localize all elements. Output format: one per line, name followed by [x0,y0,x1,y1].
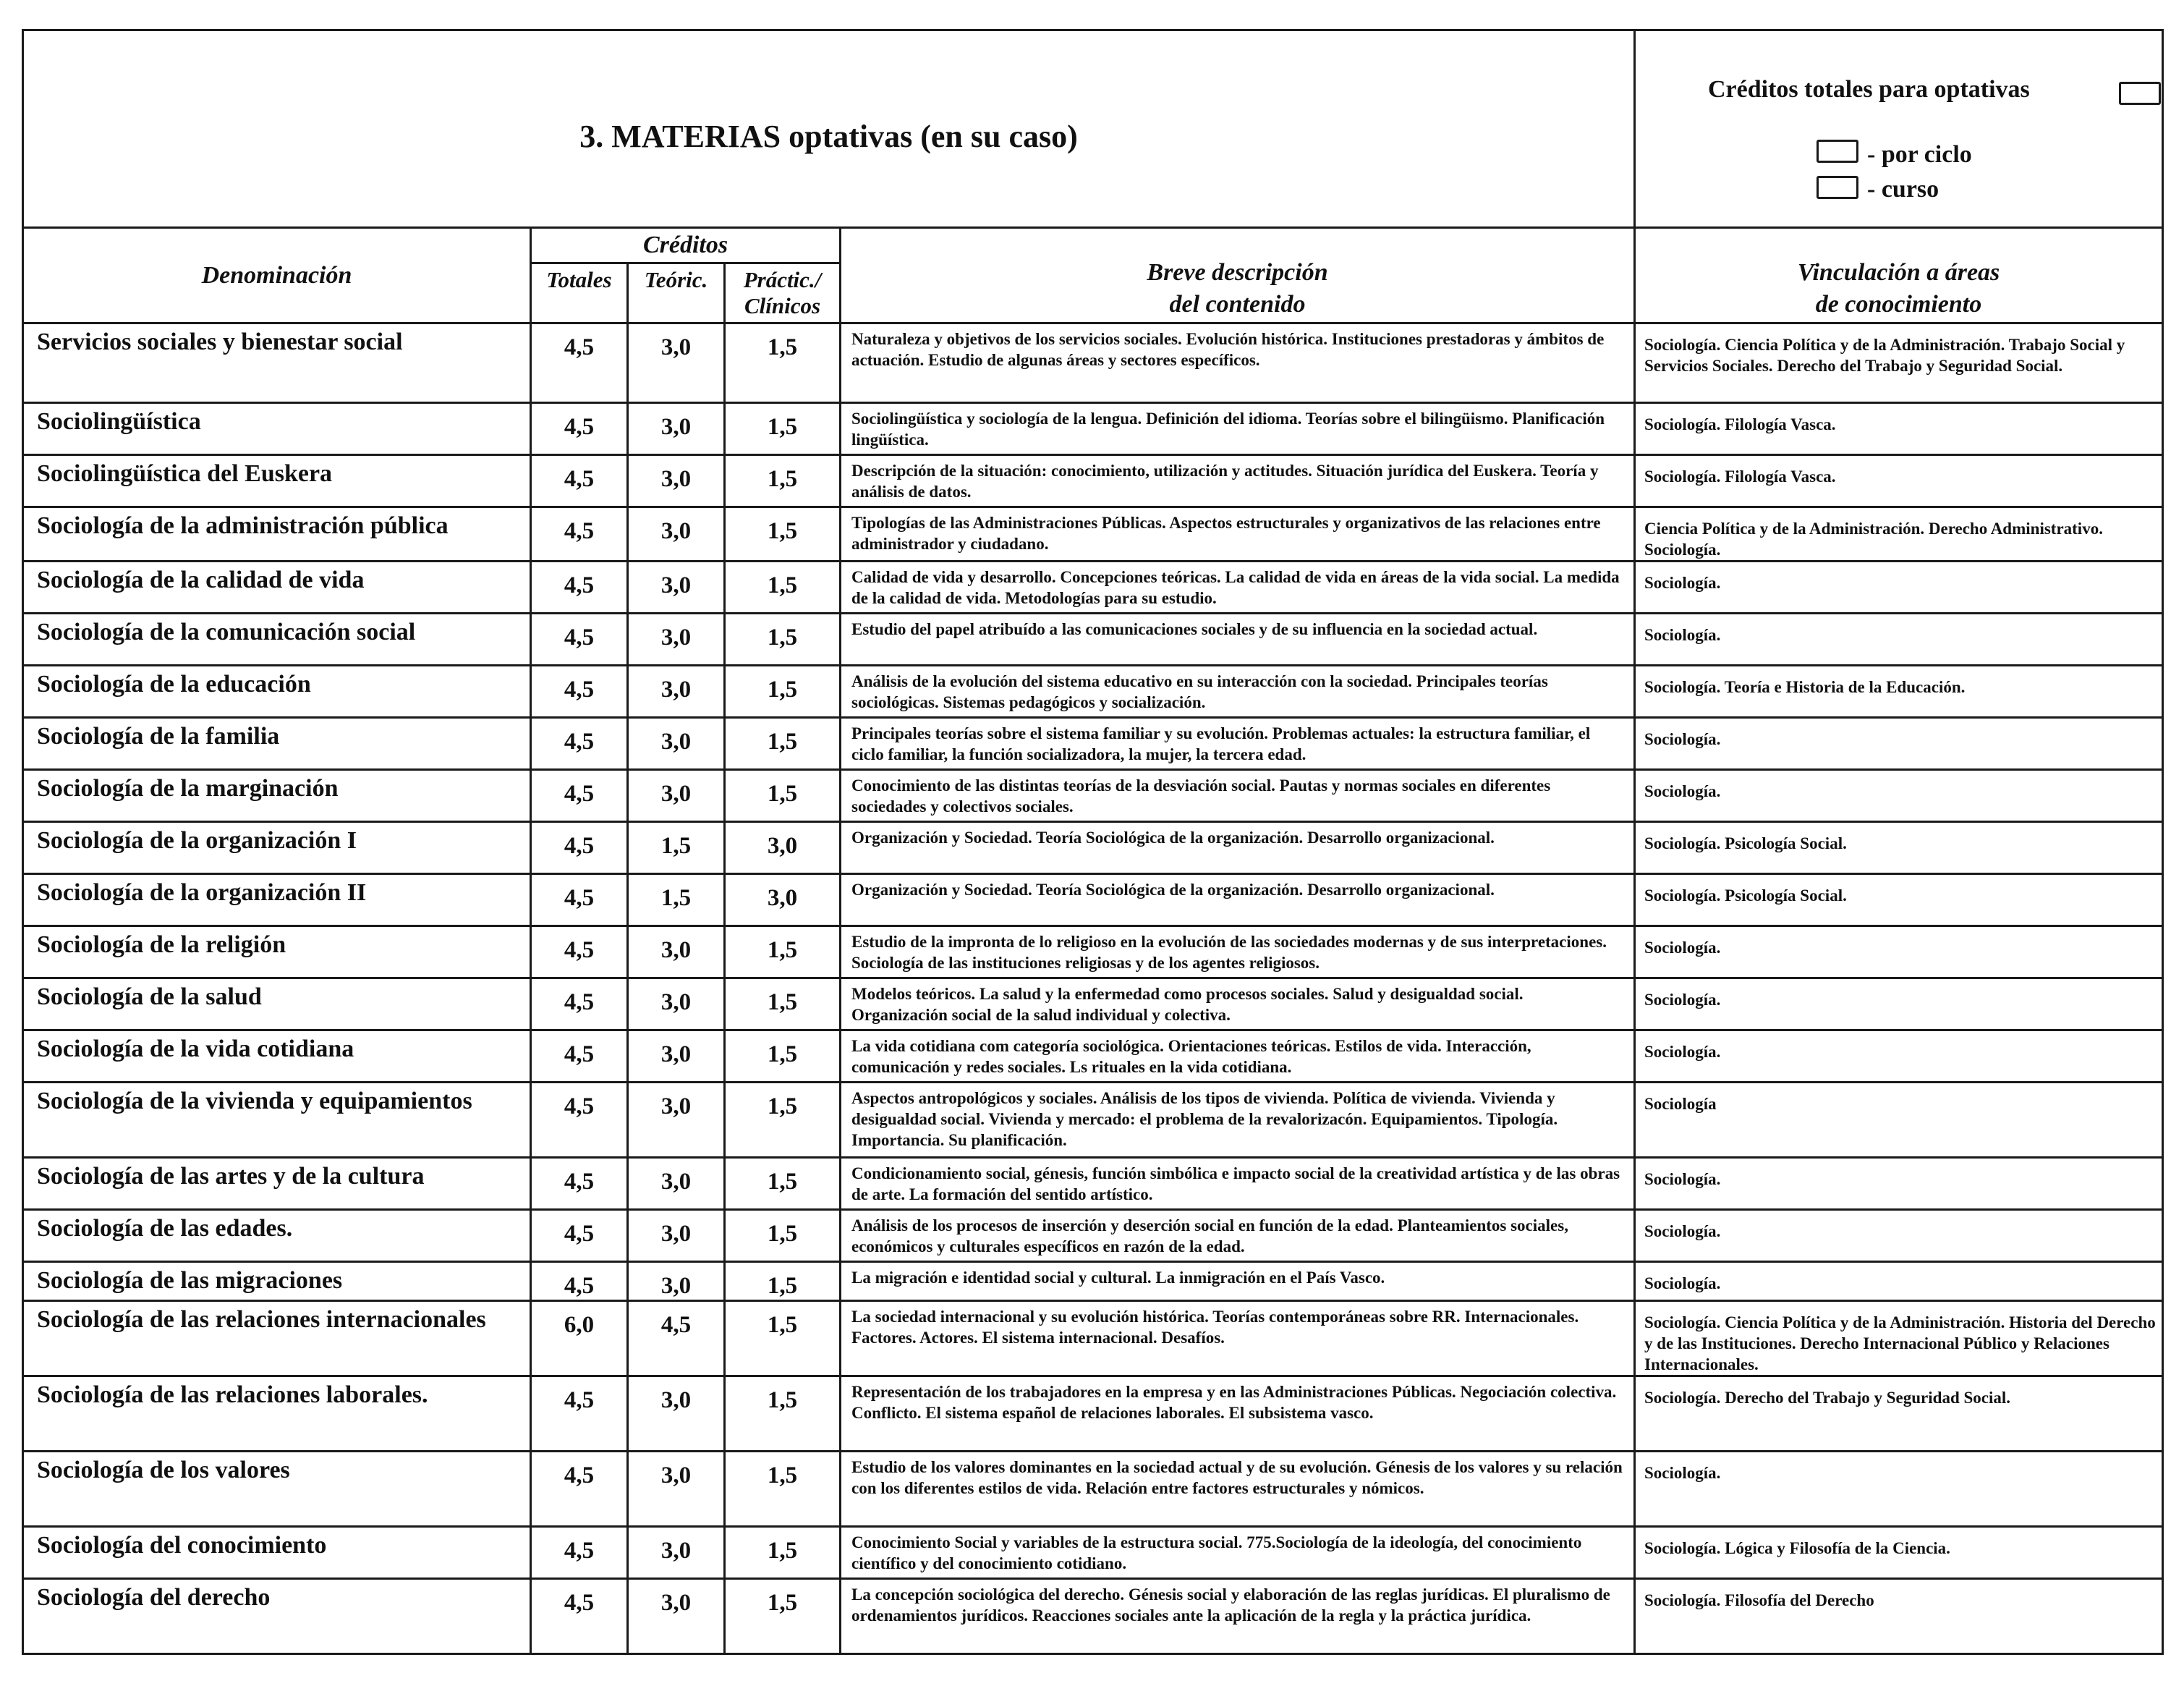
credits-practice-value: 1,5 [725,1210,841,1262]
credits-theory-value: 3,0 [628,926,725,978]
table-row [23,926,2163,978]
subject-knowledge-area: Sociología. [1635,978,2163,1030]
subject-knowledge-area: Sociología. Derecho del Trabajo y Seguridad Social. [1635,1376,2163,1452]
subject-description: Aspectos antropológicos y sociales. Análisis de los tipos de vivienda. Política de vivienda. Vivienda y desigualdad social. Vivienda y mercado: el problema de la revalorizacón. Equipamientos. Tipología. Importancia. Su planificación. [841,1083,1635,1158]
subject-name: Sociología de la administración pública [23,507,531,562]
subject-knowledge-area: Sociología. Ciencia Política y de la Administración. Trabajo Social y Servicios Sociales. Derecho del Trabajo y Seguridad Social. [1635,323,2163,403]
header-description: Breve descripción del contenido [841,228,1635,323]
subject-knowledge-area: Sociología. [1635,1262,2163,1301]
credits-theory-value: 3,0 [628,1262,725,1301]
credits-theory-value: 1,5 [628,874,725,926]
credits-theory-value: 3,0 [628,323,725,403]
table-row [23,562,2163,614]
subject-name: Sociología de los valores [23,1452,531,1527]
subject-knowledge-area: Sociología. [1635,1452,2163,1527]
per-course-box [1817,176,1858,199]
credits-total-value: 4,5 [531,403,628,455]
subject-knowledge-area: Ciencia Política y de la Administración. Derecho Administrativo. Sociología. [1635,507,2163,562]
subject-knowledge-area: Sociología. [1635,1158,2163,1210]
header-creditos: Créditos [531,228,841,263]
credits-practice-value: 1,5 [725,1452,841,1527]
subject-name: Sociología de las migraciones [23,1262,531,1301]
credits-practice-value: 1,5 [725,562,841,614]
subject-knowledge-area: Sociología. Psicología Social. [1635,874,2163,926]
optional-subjects-table [22,29,2164,1655]
table-row [23,770,2163,822]
table-row [23,822,2163,874]
credits-theory-value: 3,0 [628,666,725,718]
credits-practice-value: 1,5 [725,1083,841,1158]
table-row [23,1262,2163,1301]
subject-description: Representación de los trabajadores en la empresa y en las Administraciones Públicas. Negociación colectiva. Conflicto. El sistema español de relaciones laborales. El subsistema vasco. [841,1376,1635,1452]
table-row [23,323,2163,403]
credits-practice-value: 1,5 [725,1262,841,1301]
credits-total-value: 4,5 [531,507,628,562]
credits-practice-value: 1,5 [725,455,841,507]
table-row [23,666,2163,718]
subject-knowledge-area: Sociología. Filología Vasca. [1635,455,2163,507]
subject-description: La sociedad internacional y su evolución histórica. Teorías contemporáneas sobre RR. Internacionales. Factores. Actores. El sistema internacional. Desafíos. [841,1301,1635,1376]
credits-theory-value: 4,5 [628,1301,725,1376]
credits-theory-value: 3,0 [628,770,725,822]
subject-description: Estudio del papel atribuído a las comunicaciones sociales y de su influencia en la sociedad actual. [841,614,1635,666]
credits-total-value: 4,5 [531,822,628,874]
subject-knowledge-area: Sociología. [1635,1210,2163,1262]
credits-total-value: 4,5 [531,1527,628,1579]
credits-theory-value: 3,0 [628,562,725,614]
credits-total-value: 4,5 [531,770,628,822]
subject-description: Conocimiento Social y variables de la estructura social. 775.Sociología de la ideología, del conocimiento científico y del conocimiento cotidiano. [841,1527,1635,1579]
per-cycle-label: - por ciclo [1867,141,1972,168]
subject-description: Análisis de los procesos de inserción y deserción social en función de la edad. Planteamientos sociales, económicos y culturales específicos en razón de la edad. [841,1210,1635,1262]
credits-total-value: 4,5 [531,666,628,718]
credits-practice-value: 1,5 [725,718,841,770]
subject-name: Sociología de la marginación [23,770,531,822]
credits-theory-value: 1,5 [628,822,725,874]
credits-total-value: 4,5 [531,1210,628,1262]
header-denominacion: Denominación [23,228,531,323]
subject-name: Sociología de la salud [23,978,531,1030]
per-cycle-box [1817,140,1858,163]
table-row [23,507,2163,562]
page-title: 3. MATERIAS optativas (en su caso) [579,118,1078,154]
credits-total-box [2119,82,2161,105]
subject-knowledge-area: Sociología. [1635,926,2163,978]
credits-theory-value: 3,0 [628,1030,725,1083]
credits-total-value: 4,5 [531,1579,628,1654]
subject-name: Sociología de las edades. [23,1210,531,1262]
subject-description: La vida cotidiana com categoría sociológica. Orientaciones teóricas. Estilos de vida. Interacción, comunicación y redes sociales. Ls rituales en la vida cotidiana. [841,1030,1635,1083]
credits-total-value: 4,5 [531,978,628,1030]
subject-name: Sociología de la religión [23,926,531,978]
subject-description: Tipologías de las Administraciones Públicas. Aspectos estructurales y organizativos de las relaciones entre administrador y ciudadano. [841,507,1635,562]
credits-theory-value: 3,0 [628,1083,725,1158]
subject-name: Sociología del derecho [23,1579,531,1654]
credits-theory-value: 3,0 [628,978,725,1030]
header-teoric: Teóric. [628,263,725,323]
credits-total-value: 4,5 [531,614,628,666]
subject-name: Sociología de la organización II [23,874,531,926]
credits-total-label: Créditos totales para optativas [1708,76,2030,103]
credits-practice-value: 1,5 [725,507,841,562]
subject-name: Sociología de la familia [23,718,531,770]
subject-knowledge-area: Sociología. Psicología Social. [1635,822,2163,874]
credits-practice-value: 3,0 [725,822,841,874]
credits-summary-cell [1635,30,2163,228]
subject-knowledge-area: Sociología. [1635,614,2163,666]
subject-knowledge-area: Sociología [1635,1083,2163,1158]
subject-name: Sociología de la vida cotidiana [23,1030,531,1083]
table-row [23,1452,2163,1527]
table-row [23,718,2163,770]
credits-practice-value: 1,5 [725,1376,841,1452]
subject-description: La migración e identidad social y cultural. La inmigración en el País Vasco. [841,1262,1635,1301]
subject-name: Sociología de la comunicación social [23,614,531,666]
subject-description: Análisis de la evolución del sistema educativo en su interacción con la sociedad. Principales teorías sociológicas. Sistemas pedagógicos y socialización. [841,666,1635,718]
header-totales: Totales [531,263,628,323]
credits-theory-value: 3,0 [628,1579,725,1654]
subject-knowledge-area: Sociología. [1635,770,2163,822]
credits-practice-value: 1,5 [725,403,841,455]
credits-total-value: 4,5 [531,323,628,403]
credits-practice-value: 1,5 [725,926,841,978]
credits-practice-value: 1,5 [725,614,841,666]
optional-subjects-sheet [22,29,2162,1655]
title-cell [23,30,1635,228]
credits-total-value: 4,5 [531,926,628,978]
subject-description: Condicionamiento social, génesis, función simbólica e impacto social de la creatividad artística y de las obras de arte. La formación del sentido artístico. [841,1158,1635,1210]
subject-description: Estudio de los valores dominantes en la sociedad actual y de su evolución. Génesis de los valores y su relación con los diferentes estilos de vida. Relación entre factores estructurales y nómicos. [841,1452,1635,1527]
credits-practice-value: 3,0 [725,874,841,926]
subject-name: Sociolingüística [23,403,531,455]
subject-knowledge-area: Sociología. [1635,718,2163,770]
credits-practice-value: 1,5 [725,1527,841,1579]
credits-theory-value: 3,0 [628,1376,725,1452]
table-row [23,614,2163,666]
header-practic: Práctic./ Clínicos [725,263,841,323]
credits-theory-value: 3,0 [628,1210,725,1262]
credits-practice-value: 1,5 [725,770,841,822]
credits-total-value: 4,5 [531,1376,628,1452]
credits-total-value: 4,5 [531,1158,628,1210]
credits-practice-value: 1,5 [725,1030,841,1083]
subject-name: Sociología de las relaciones laborales. [23,1376,531,1452]
credits-total-value: 4,5 [531,562,628,614]
credits-practice-value: 1,5 [725,1158,841,1210]
subject-description: Naturaleza y objetivos de los servicios sociales. Evolución histórica. Instituciones prestadoras y ámbitos de actuación. Estudio de algunas áreas y sectores específicos. [841,323,1635,403]
table-row [23,1083,2163,1158]
table-row [23,1210,2163,1262]
subject-description: Estudio de la impronta de lo religioso en la evolución de las sociedades modernas y de sus interpretaciones. Sociología de las instituciones religiosas y de los agentes religiosos. [841,926,1635,978]
subject-name: Sociología del conocimiento [23,1527,531,1579]
subject-description: Conocimiento de las distintas teorías de la desviación social. Pautas y normas sociales en diferentes sociedades y colectivos sociales. [841,770,1635,822]
credits-total-value: 4,5 [531,718,628,770]
credits-theory-value: 3,0 [628,455,725,507]
subject-description: Modelos teóricos. La salud y la enfermedad como procesos sociales. Salud y desigualdad social. Organización social de la salud individual y colectiva. [841,978,1635,1030]
per-course-label: - curso [1867,176,1939,203]
subject-knowledge-area: Sociología. [1635,1030,2163,1083]
subject-name: Servicios sociales y bienestar social [23,323,531,403]
table-row [23,1579,2163,1654]
subject-description: Descripción de la situación: conocimiento, utilización y actitudes. Situación jurídica del Euskera. Teoría y análisis de datos. [841,455,1635,507]
subject-name: Sociología de la organización I [23,822,531,874]
subject-name: Sociología de la educación [23,666,531,718]
subject-knowledge-area: Sociología. Teoría e Historia de la Educación. [1635,666,2163,718]
subject-knowledge-area: Sociología. Filología Vasca. [1635,403,2163,455]
credits-total-value: 4,5 [531,1452,628,1527]
subject-knowledge-area: Sociología. Filosofía del Derecho [1635,1579,2163,1654]
credits-theory-value: 3,0 [628,403,725,455]
table-row [23,874,2163,926]
credits-theory-value: 3,0 [628,1527,725,1579]
credits-total-value: 6,0 [531,1301,628,1376]
subject-name: Sociología de la calidad de vida [23,562,531,614]
table-row [23,1158,2163,1210]
credits-total-value: 4,5 [531,455,628,507]
subject-knowledge-area: Sociología. [1635,562,2163,614]
table-row [23,1527,2163,1579]
table-row [23,1030,2163,1083]
credits-practice-value: 1,5 [725,1301,841,1376]
table-row [23,1301,2163,1376]
table-row [23,455,2163,507]
subject-description: Organización y Sociedad. Teoría Sociológica de la organización. Desarrollo organizacional. [841,874,1635,926]
credits-practice-value: 1,5 [725,323,841,403]
subject-knowledge-area: Sociología. Lógica y Filosofía de la Ciencia. [1635,1527,2163,1579]
credits-practice-value: 1,5 [725,1579,841,1654]
credits-total-value: 4,5 [531,1030,628,1083]
table-row [23,1376,2163,1452]
credits-total-value: 4,5 [531,1262,628,1301]
credits-theory-value: 3,0 [628,1452,725,1527]
subject-name: Sociología de las relaciones internacionales [23,1301,531,1376]
credits-theory-value: 3,0 [628,1158,725,1210]
table-row [23,403,2163,455]
credits-practice-value: 1,5 [725,666,841,718]
subject-name: Sociología de las artes y de la cultura [23,1158,531,1210]
credits-practice-value: 1,5 [725,978,841,1030]
credits-theory-value: 3,0 [628,718,725,770]
credits-total-value: 4,5 [531,1083,628,1158]
subject-description: Organización y Sociedad. Teoría Sociológica de la organización. Desarrollo organizacional. [841,822,1635,874]
credits-theory-value: 3,0 [628,614,725,666]
subject-knowledge-area: Sociología. Ciencia Política y de la Administración. Historia del Derecho y de las Instituciones. Derecho Internacional Público y Relaciones Internacionales. [1635,1301,2163,1376]
subject-description: Principales teorías sobre el sistema familiar y su evolución. Problemas actuales: la estructura familiar, el ciclo familiar, la función socializadora, la mujer, la tercera edad. [841,718,1635,770]
credits-total-value: 4,5 [531,874,628,926]
table-row [23,978,2163,1030]
subject-description: Sociolingüística y sociología de la lengua. Definición del idioma. Teorías sobre el bilingüismo. Planificación lingüística. [841,403,1635,455]
subject-rows [23,323,2163,1654]
subject-name: Sociología de la vivienda y equipamientos [23,1083,531,1158]
subject-description: La concepción sociológica del derecho. Génesis social y elaboración de las reglas jurídicas. El pluralismo de ordenamientos jurídicos. Reacciones sociales ante la aplicación de la regla y la práctica jurídica. [841,1579,1635,1654]
header-knowledge-areas: Vinculación a áreas de conocimiento [1635,228,2163,323]
subject-description: Calidad de vida y desarrollo. Concepciones teóricas. La calidad de vida en áreas de la vida social. La medida de la calidad de vida. Metodologías para su estudio. [841,562,1635,614]
subject-name: Sociolingüística del Euskera [23,455,531,507]
credits-theory-value: 3,0 [628,507,725,562]
